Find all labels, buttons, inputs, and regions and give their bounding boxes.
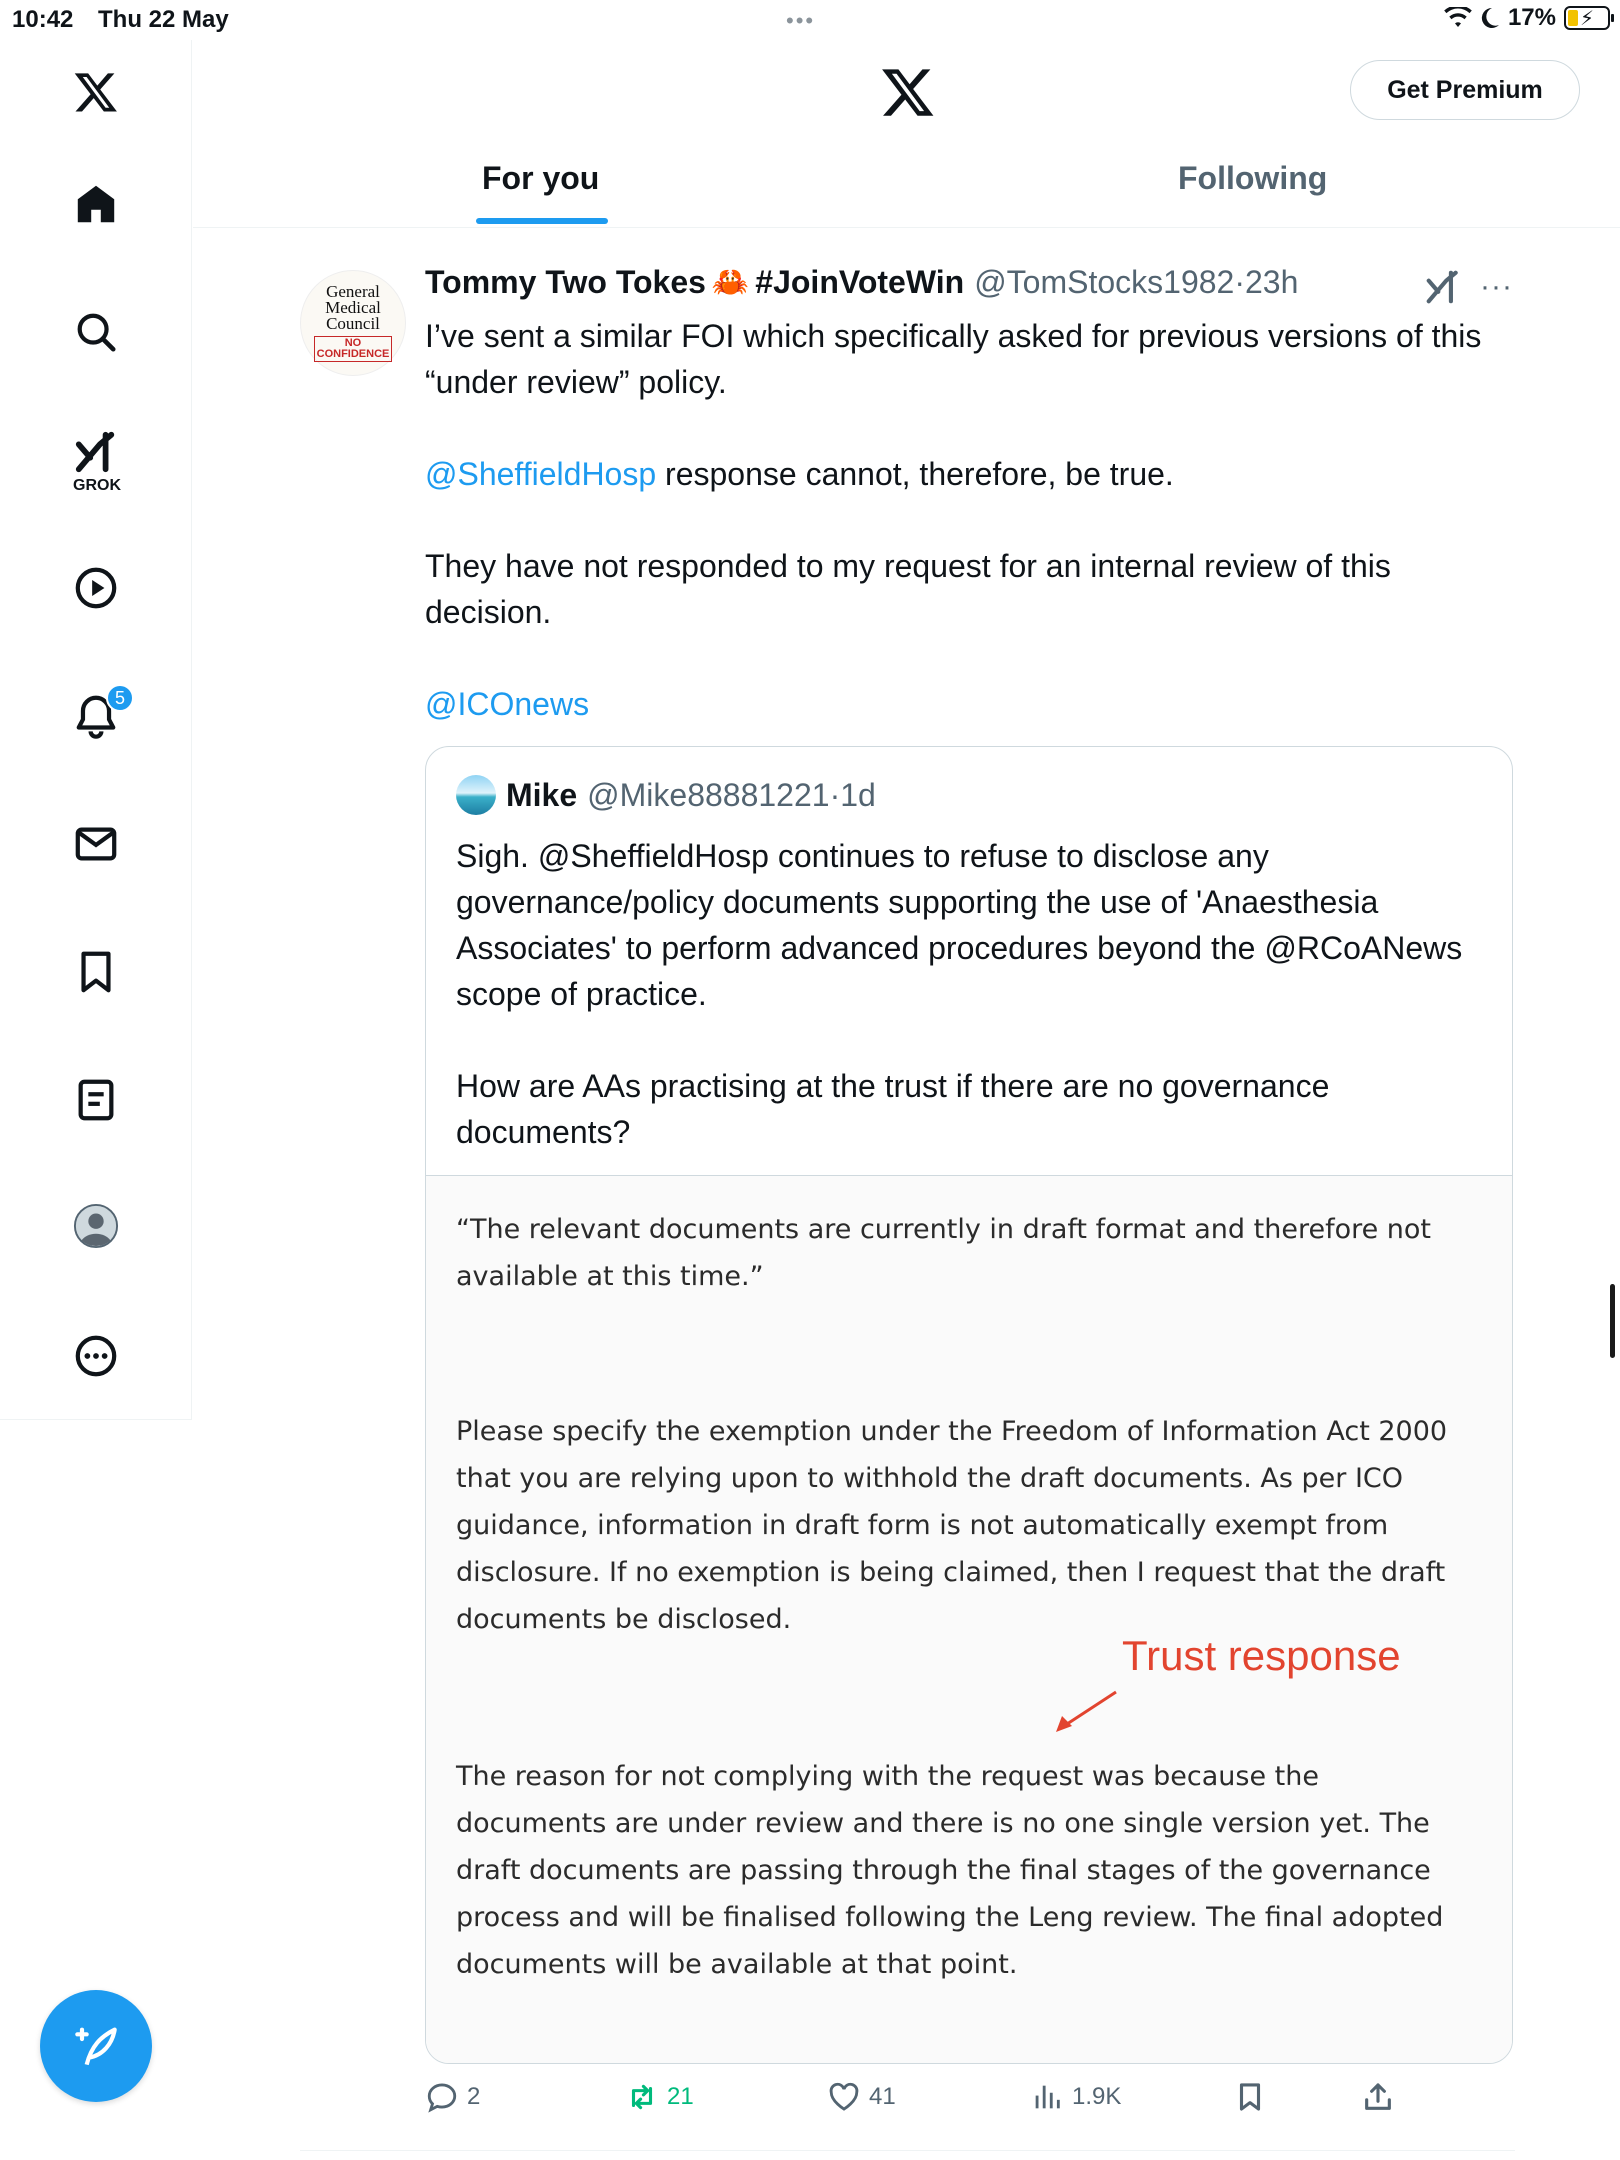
quoted-tweet[interactable] — [425, 746, 1513, 2064]
grok-icon[interactable] — [66, 422, 126, 482]
status-time: 10:42 — [12, 6, 74, 33]
compose-icon — [68, 2018, 124, 2074]
home-icon[interactable] — [66, 174, 126, 234]
avatar-stamp — [314, 336, 393, 362]
active-tab-indicator — [476, 218, 608, 224]
tweet-actions — [425, 2080, 1515, 2124]
tweet-text — [425, 313, 1515, 727]
tweet-paragraph — [425, 681, 1515, 727]
author-name[interactable]: Tommy Two Tokes — [425, 264, 706, 300]
quote-author-name[interactable]: Mike — [506, 776, 578, 813]
author-hashtag[interactable]: #JoinVoteWin — [755, 264, 965, 300]
avatar-stamp-line: CONFIDENCE — [316, 348, 390, 360]
author-handle-time[interactable]: @TomStocks1982·23h — [974, 264, 1299, 300]
author-avatar[interactable] — [300, 270, 406, 376]
quote-paragraph: How are AAs practising at the trust if there are no governance documents? — [456, 1068, 1330, 1150]
tweet-paragraph — [425, 451, 1515, 497]
bookmarks-icon[interactable] — [66, 942, 126, 1002]
reply-button[interactable] — [425, 2080, 480, 2114]
views-count: 1.9K — [1072, 2083, 1122, 2110]
multitasking-dots[interactable]: ••• — [786, 8, 816, 33]
views-icon — [1030, 2080, 1064, 2114]
search-icon[interactable] — [66, 302, 126, 362]
avatar-text-line: Medical — [325, 298, 381, 317]
status-bar — [0, 0, 1620, 40]
header-divider — [193, 227, 1620, 228]
battery-percent: 17% — [1507, 4, 1556, 31]
annotation-arrow-icon — [1046, 1686, 1126, 1736]
repost-button[interactable] — [625, 2080, 694, 2114]
heart-icon — [827, 2080, 861, 2114]
doc-paragraph: The reason for not complying with the request was because the documents are under review and there is no one single version yet. The draft documents are passing through the final stages of the governance process and will be finalised following the Leng review. The final adopted documents will be available at that point. — [456, 1761, 1444, 1980]
grok-label: GROK — [73, 477, 121, 494]
quoted-tweet-header — [456, 775, 876, 815]
tweet-paragraph: I’ve sent a similar FOI which specifically asked for previous versions of this “under review” policy. — [425, 318, 1482, 400]
notifications-badge: 5 — [106, 684, 134, 712]
like-count: 41 — [869, 2083, 896, 2110]
reply-count: 2 — [467, 2083, 481, 2110]
lists-icon[interactable] — [66, 1070, 126, 1130]
more-icon[interactable] — [66, 1326, 126, 1386]
wifi-icon — [1444, 7, 1472, 29]
doc-paragraph: “The relevant documents are currently in draft format and therefore not available at this time.” — [456, 1214, 1432, 1292]
bookmark-icon — [1233, 2080, 1267, 2114]
crab-emoji: 🦀 — [711, 266, 750, 299]
battery-icon: ⚡ — [1564, 6, 1610, 30]
share-icon — [1361, 2080, 1395, 2114]
profile-icon[interactable] — [66, 1196, 126, 1256]
quoted-tweet-image[interactable] — [426, 1176, 1512, 2064]
views-button[interactable] — [1030, 2080, 1121, 2114]
tab-for-you[interactable]: For you — [482, 160, 600, 196]
get-premium-button[interactable]: Get Premium — [1350, 60, 1580, 120]
tweet-more-icon[interactable]: ··· — [1480, 270, 1513, 303]
reply-icon — [425, 2080, 459, 2114]
repost-icon — [625, 2080, 659, 2114]
grok-analyze-icon[interactable] — [1424, 268, 1462, 306]
status-date: Thu 22 May — [98, 6, 229, 33]
moon-icon — [1480, 7, 1500, 29]
avatar-stamp-line: NO — [344, 337, 362, 349]
status-indicators — [1444, 4, 1610, 32]
tweet-paragraph: They have not responded to my request for an internal review of this decision. — [425, 548, 1391, 630]
avatar-text-line: Council — [326, 314, 380, 333]
tweet-header — [425, 264, 1298, 301]
tweet-paragraph-text: response cannot, therefore, be true. — [656, 456, 1174, 492]
tab-following[interactable]: Following — [1178, 160, 1328, 196]
avatar-text-line: General — [326, 282, 380, 301]
bookmark-button[interactable] — [1233, 2080, 1267, 2114]
compose-button[interactable] — [40, 1990, 152, 2102]
video-icon[interactable] — [66, 558, 126, 618]
trust-response-annotation: Trust response — [1122, 1632, 1401, 1679]
quoted-tweet-text — [456, 833, 1486, 1155]
mention-link[interactable]: @SheffieldHosp — [425, 456, 657, 492]
x-logo-icon[interactable] — [66, 62, 126, 122]
mention-link[interactable]: @ICOnews — [425, 686, 590, 722]
sidebar — [0, 40, 192, 1420]
messages-icon[interactable] — [66, 814, 126, 874]
quote-paragraph: Sigh. @SheffieldHosp continues to refuse to disclose any governance/policy documents supporting the use of 'Anaesthesia Associates' to perform advanced procedures beyond the @RCoANews scope of practice. — [456, 838, 1463, 1012]
scrollbar-thumb[interactable] — [1610, 1284, 1615, 1358]
doc-paragraph: Please specify the exemption under the Freedom of Information Act 2000 that you are relying upon to withhold the draft documents. As per ICO guidance, information in draft form is not automatically exempt from disclosure. If no exemption is being claimed, then I request that the draft documents be disclosed. — [456, 1416, 1448, 1635]
quote-author-handle-time[interactable]: @Mike88881221·1d — [587, 776, 876, 813]
like-button[interactable] — [827, 2080, 896, 2114]
share-button[interactable] — [1361, 2080, 1395, 2114]
tweet-divider — [300, 2150, 1515, 2151]
x-header-logo-icon[interactable] — [880, 64, 936, 120]
repost-count: 21 — [667, 2083, 694, 2110]
quote-author-avatar[interactable] — [456, 775, 496, 815]
